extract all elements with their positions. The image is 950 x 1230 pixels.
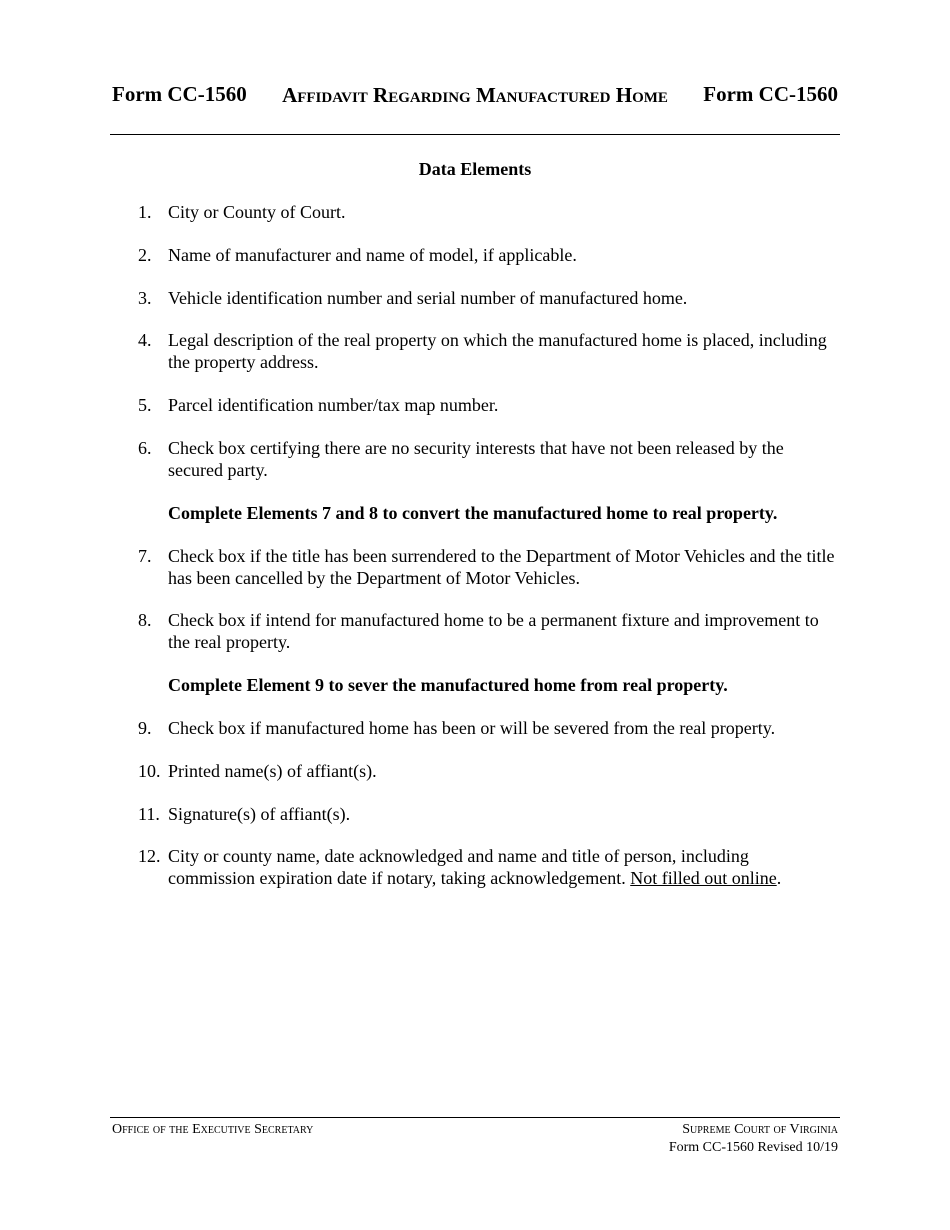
item-text: Name of manufacturer and name of model, if applicable. xyxy=(168,244,577,265)
list-item xyxy=(138,437,838,481)
item-number: 5. xyxy=(138,395,152,416)
item-number: 6. xyxy=(138,437,152,458)
item-text: City or county name, date acknowledged and name and title of person, including commission expiration date if notary, taking acknowledgement. xyxy=(168,846,749,889)
section-heading: Data Elements xyxy=(418,159,532,179)
list-item xyxy=(138,845,838,889)
list-item xyxy=(138,329,838,373)
form-number-right: Form CC-1560 xyxy=(703,82,838,106)
item-number: 3. xyxy=(138,287,152,308)
form-title: Affidavit Regarding Manufactured Home xyxy=(282,83,668,107)
list-item xyxy=(138,244,838,266)
item-number: 1. xyxy=(138,202,152,222)
item-number: 9. xyxy=(138,717,152,738)
item-text: City or County of Court. xyxy=(168,202,346,222)
item-number: 10. xyxy=(138,760,161,781)
form-number-left: Form CC-1560 xyxy=(112,82,247,106)
footer-right-block xyxy=(669,1121,838,1157)
footer-court: Supreme Court of Virginia xyxy=(682,1122,838,1137)
list-item xyxy=(138,609,838,653)
page-footer xyxy=(110,1117,840,1155)
item-number: 8. xyxy=(138,610,152,631)
list-item xyxy=(138,394,838,416)
item-number: 7. xyxy=(138,545,152,566)
list-item xyxy=(138,803,838,825)
sever-instruction: Complete Element 9 to sever the manufactured home from real property. xyxy=(168,675,728,696)
item-number: 2. xyxy=(138,244,152,265)
list-item xyxy=(138,201,838,223)
item-number: 11. xyxy=(138,803,160,824)
item-text: Printed name(s) of affiant(s). xyxy=(168,760,377,781)
list-item xyxy=(138,287,838,309)
footer-revision: Form CC-1560 Revised 10/19 xyxy=(668,1140,838,1155)
item-number: 4. xyxy=(138,330,152,351)
item-number: 12. xyxy=(138,846,161,867)
list-item xyxy=(138,545,838,589)
item-text: Legal description of the real property on which the manufactured home is placed, including the property address. xyxy=(168,330,827,373)
item-text: Check box if the title has been surrendered to the Department of Motor Vehicles and the title has been cancelled by the Department of Motor Vehicles. xyxy=(168,545,835,588)
item-text: Check box certifying there are no security interests that have not been released by the secured party. xyxy=(168,437,784,480)
item-text: Vehicle identification number and serial number of manufactured home. xyxy=(168,287,688,308)
list-item xyxy=(138,717,838,739)
item-end-punctuation: . xyxy=(776,868,782,889)
item-text: Parcel identification number/tax map number. xyxy=(168,395,499,416)
footer-office: Office of the Executive Secretary xyxy=(112,1122,314,1137)
list-item xyxy=(138,760,838,782)
data-elements-list xyxy=(138,201,838,910)
page-header xyxy=(110,82,840,135)
item-text: Signature(s) of affiant(s). xyxy=(168,803,351,824)
not-filled-online-note: Not filled out online xyxy=(630,868,777,889)
item-text: Check box if intend for manufactured home to be a permanent fixture and improvement to the real property. xyxy=(168,610,819,653)
convert-instruction: Complete Elements 7 and 8 to convert the manufactured home to real property. xyxy=(168,502,778,523)
item-text: Check box if manufactured home has been or will be severed from the real property. xyxy=(168,717,776,738)
